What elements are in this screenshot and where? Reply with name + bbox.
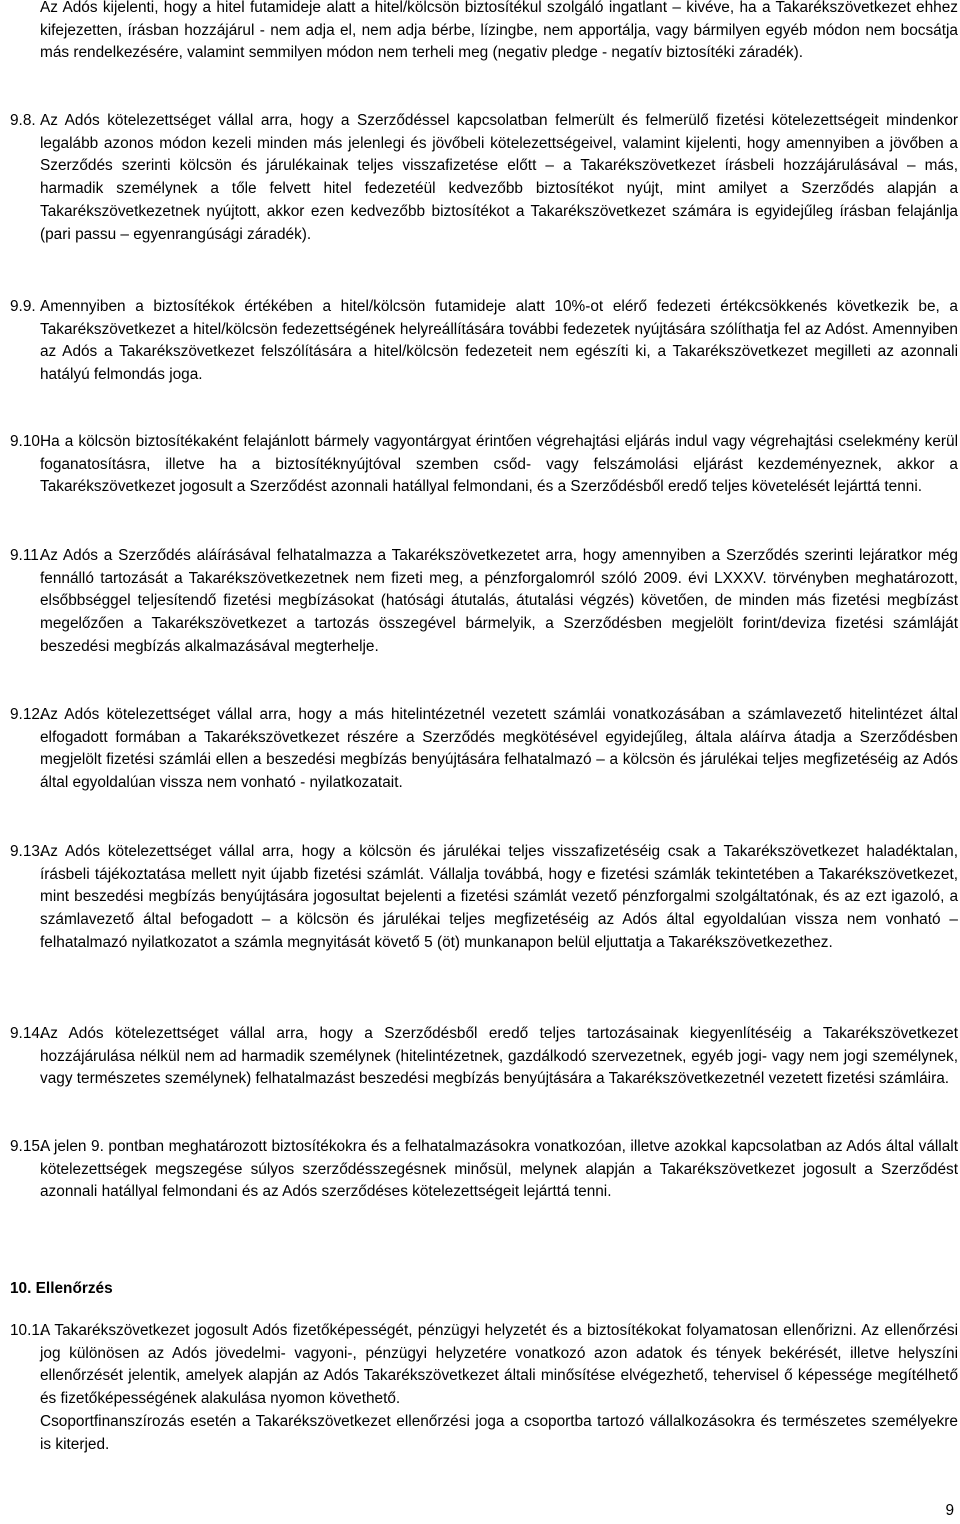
clause-text: A Takarékszövetkezet jogosult Adós fizetőképességét, pénzügyi helyzetét és a biztosítékokat folyamatosan ellenőrizni. Az ellenőrzési jog különösen az Adós jövedelmi- vagyoni-, pénzügyi helyzetére vonatkozó azon adatok és tények bekérését, illetve helyszíni ellenőrzését jelentik, amelyek alapján az Adós Takarékszövetkezet általi minősítése elvégezhető, tehervisel ő képessége megítélhető és fizetőképességének alakulása nyomon követhető. [40, 1322, 958, 1408]
clause-9-11 [10, 545, 958, 659]
clause-number: 9.12. [10, 706, 45, 723]
clause-number: 9.11. [10, 547, 44, 564]
clause-9-13 [10, 841, 958, 955]
clause-text: Az Adós kötelezettséget vállal arra, hogy a más hitelintézetnél vezetett számlái vonatkozásában a számlavezető hitelintézet által elfogadott formában a Takarékszövetkezet részére a Szerződés megkötésével egyidejűleg, általa aláírva átadja a Szerződésben megjelölt fizetési számlái ellen a beszedési megbízás benyújtására felhatalmazó – a kölcsön és járulékai teljes megfizetéséig az Adós által egyoldalúan vissza nem vonható - nyilatkozatait. [40, 706, 958, 792]
section-heading-ellenorzes: 10. Ellenőrzés [10, 1280, 113, 1297]
clause-number: 9.9. [10, 298, 36, 315]
clause-9-9 [10, 296, 958, 387]
clause-number: 9.13. [10, 843, 45, 860]
clause-number: 9.15. [10, 1138, 45, 1155]
clause-text-continued: Csoportfinanszírozás esetén a Takarékszövetkezet ellenőrzési joga a csoportba tartozó vállalkozásokra és természetes személyekre is kiterjed. [40, 1412, 958, 1453]
clause-text: A jelen 9. pontban meghatározott biztosítékokra és a felhatalmazásokra vonatkozóan, illetve azokkal kapcsolatban az Adós által vállalt kötelezettségek megszegése súlyos szerződésszegésnek minősül, melynek alapján a Takarékszövetkezet jogosult a Szerződést azonnali hatállyal felmondani és az Adós szerződéses kötelezettségeit lejárttá tenni. [40, 1138, 958, 1201]
clause-10-1 [10, 1320, 958, 1456]
clause-9-15 [10, 1136, 958, 1204]
clause-9-8 [10, 110, 958, 246]
page-number: 9 [945, 1502, 954, 1519]
clause-text: Az Adós kötelezettséget vállal arra, hogy a Szerződésből eredő teljes tartozásainak kiegyenlítéséig a Takarékszövetkezet hozzájárulása nélkül nem ad harmadik személynek (hitelintézetnek, gazdálkodó szervezetnek, egyéb jogi- vagy nem jogi személynek, vagy természetes személynek) felhatalmazást beszedési megbízás benyújtására a Takarékszövetkezetnél vezetett fizetési számláira. [40, 1025, 958, 1088]
clause-9-12 [10, 704, 958, 795]
clause-9-10 [10, 431, 958, 499]
clause-text: Amennyiben a biztosítékok értékében a hitel/kölcsön futamideje alatt 10%-ot elérő fedezeti értékcsökkenés következik be, a Takarékszövetkezet a hitel/kölcsön fedezettségének helyreállítására további fedezetek nyújtására szólíthatja fel az Adóst. Amennyiben az Adós a Takarékszövetkezet felszólítására a hitel/kölcsön fedezeteit nem egészíti ki, a Takarékszövetkezet megilleti az azonnali hatályú felmondás joga. [40, 298, 958, 384]
clause-text: Az Adós kötelezettséget vállal arra, hogy a kölcsön és járulékai teljes visszafizetéséig csak a Takarékszövetkezet haladéktalan, írásbeli tájékoztatása mellett nyit újabb fizetési számlát. Vállalja továbbá, hogy e fizetési számlák tekintetében a Takarékszövetkezet, mint beszedési megbízás benyújtására jogosultat bejelenti a fizetési számlát vezető pénzforgalmi szolgáltatónak, és az ezt igazoló, a számlavezető által befogadott – a kölcsön és járulékai teljes megfizetéséig az Adós által egyoldalúan vissza nem vonható – felhatalmazó nyilatkozatot a számla megnyitását követő 5 (öt) munkanapon belül eljuttatja a Takarékszövetkezethez. [40, 843, 958, 951]
clause-number: 9.14. [10, 1025, 45, 1042]
intro-paragraph: Az Adós kijelenti, hogy a hitel futamideje alatt a hitel/kölcsön biztosítékul szolgáló ingatlant – kivéve, ha a Takarékszövetkezet ehhez kifejezetten, írásban hozzájárul - nem adja el, nem adja bérbe, lízingbe, nem apportálja, vagy bármilyen egyéb módon nem bocsátja más rendelkezésére, valamint semmilyen módon nem terheli meg (negativ pledge - negatív biztosítéki záradék). [40, 0, 958, 62]
clause-text: Ha a kölcsön biztosítékaként felajánlott bármely vagyontárgyat érintően végrehajtási eljárás indul vagy végrehajtási cselekmény kerül foganatosításra, illetve ha a biztosítéknyújtóval szemben csőd- vagy felszámolási eljárást kezdeményeznek, akkor a Takarékszövetkezet jogosult a Szerződést azonnali hatállyal felmondani, és a Szerződésből eredő teljes követelését lejárttá tenni. [40, 433, 958, 496]
clause-number: 9.8. [10, 112, 36, 129]
clause-9-14 [10, 1023, 958, 1091]
clause-text: Az Adós a Szerződés aláírásával felhatalmazza a Takarékszövetkezetet arra, hogy amennyiben a Szerződés szerinti lejáratkor még fennálló tartozását a Takarékszövetkezetnek nem fizeti meg, a pénzforgalomról szóló 2009. évi LXXXV. törvényben meghatározott, elsőbbséggel teljesítendő fizetési megbízásokat (hatósági átutalás, átutalási végzés) követően, de minden más fizetési megbízást megelőzően a Takarékszövetkezet a tartozás összegével bármelyik, a Szerződésben megjelölt forint/deviza fizetési számláját beszedési megbízás alkalmazásával megterhelje. [40, 547, 958, 655]
clause-number: 10.1. [10, 1322, 45, 1339]
clause-text: Az Adós kötelezettséget vállal arra, hogy a Szerződéssel kapcsolatban felmerült és felmerülő fizetési kötelezettségeit mindenkor legalább azonos módon kezeli minden más jelenlegi és jövőbeli kötelezettségeivel, valamint kijelenti, hogy amennyiben a jövőben a Szerződés szerinti kölcsön és járulékainak teljes visszafizetése előtt – a Takarékszövetkezet írásbeli hozzájárulásával – más, harmadik személynek a tőle felvett hitel fedezetéül kedvezőbb biztosítékot nyújt, mint amilyet a Szerződés alapján a Takarékszövetkezetnek nyújtott, akkor ezen kedvezőbb biztosítékot a Takarékszövetkezet számára is egyidejűleg írásban felajánlja (pari passu – egyenrangúsági záradék). [40, 112, 958, 243]
clause-number: 9.10. [10, 433, 45, 450]
